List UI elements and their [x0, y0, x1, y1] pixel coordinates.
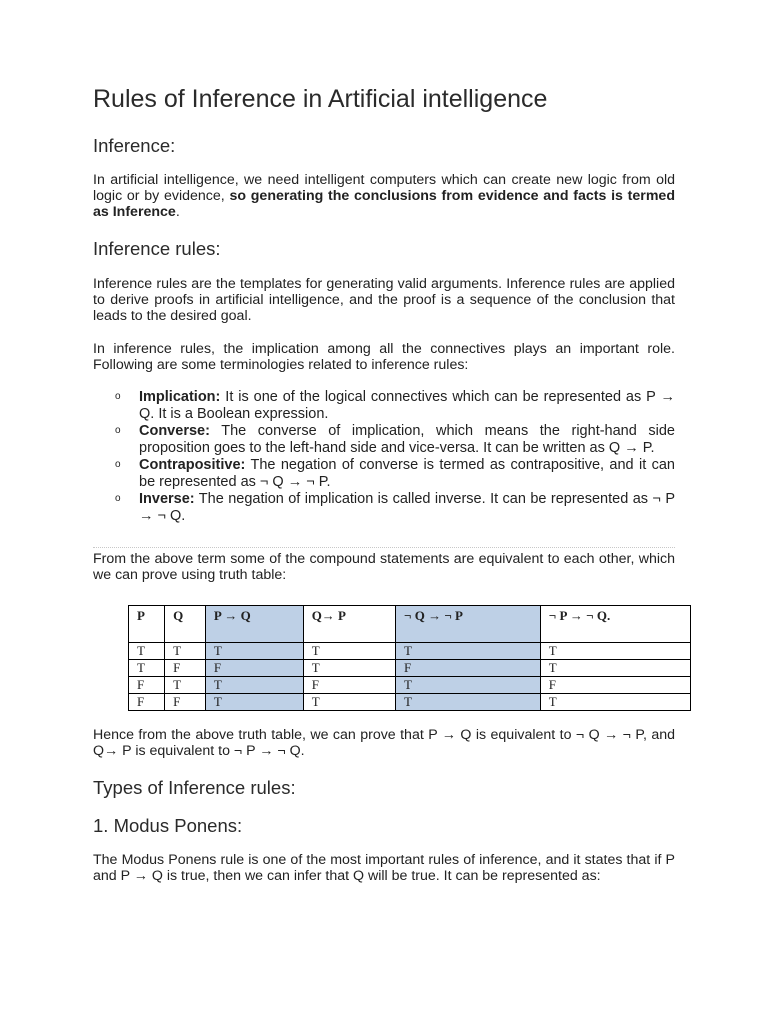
table-row — [129, 643, 691, 660]
truth-table — [128, 605, 691, 711]
terminology-list — [93, 389, 675, 525]
table-row — [129, 694, 691, 711]
list-item: o Implication: It is one of the logical connectives which can be represented as P → Q. It is a Boolean expression. — [115, 389, 675, 422]
bullet-marker: o — [115, 391, 121, 402]
table-cell: F — [129, 677, 165, 694]
table-cell: F — [129, 694, 165, 711]
table-cell: F — [165, 694, 206, 711]
table-cell: T — [205, 694, 303, 711]
table-row — [129, 660, 691, 677]
bullet-marker: o — [115, 493, 121, 504]
table-header: ¬ P → ¬ Q. — [540, 606, 690, 643]
table-cell: F — [396, 660, 541, 677]
table-cell: T — [303, 694, 395, 711]
table-cell: T — [165, 677, 206, 694]
table-header: Q→ P — [303, 606, 395, 643]
table-header: P — [129, 606, 165, 643]
table-intro-paragraph: From the above term some of the compound statements are equivalent to each other, which we can prove using truth table: — [93, 551, 675, 583]
list-item: o Contrapositive: The negation of converse is termed as contrapositive, and it can be represented as ¬ Q → ¬ P. — [115, 457, 675, 490]
table-cell: T — [396, 694, 541, 711]
table-cell: T — [396, 643, 541, 660]
inference-rules-paragraph-2: In inference rules, the implication among all the connectives plays an important role. Following are some terminologies related to inference rules: — [93, 341, 675, 373]
table-cell: F — [303, 677, 395, 694]
table-cell: T — [540, 660, 690, 677]
modus-ponens-paragraph: The Modus Ponens rule is one of the most important rules of inference, and it states that if P and P → Q is true, then we can infer that Q will be true. It can be represented as: — [93, 852, 675, 884]
inference-paragraph: In artificial intelligence, we need intelligent computers which can create new logic from old logic or by evidence, so generating the conclusions from evidence and facts is termed as Inference. — [93, 172, 675, 220]
table-cell: T — [129, 660, 165, 677]
table-cell: F — [205, 660, 303, 677]
divider — [93, 547, 675, 548]
table-cell: T — [205, 643, 303, 660]
list-item: o Converse: The converse of implication, which means the right-hand side proposition goes to the left-hand side and vice-versa. It can be written as Q → P. — [115, 423, 675, 456]
table-cell: T — [129, 643, 165, 660]
list-item: o Inverse: The negation of implication is called inverse. It can be represented as ¬ P → ¬ Q. — [115, 491, 675, 524]
table-cell: T — [396, 677, 541, 694]
table-header-row — [129, 606, 691, 643]
table-cell: T — [303, 643, 395, 660]
table-header: Q — [165, 606, 206, 643]
table-cell: T — [165, 643, 206, 660]
bullet-marker: o — [115, 459, 121, 470]
inference-heading: Inference: — [93, 135, 176, 156]
table-cell: T — [540, 694, 690, 711]
inference-rules-heading: Inference rules: — [93, 238, 221, 259]
page-title: Rules of Inference in Artificial intelligence — [93, 85, 548, 113]
table-header: P → Q — [205, 606, 303, 643]
table-header: ¬ Q → ¬ P — [396, 606, 541, 643]
table-conclusion-paragraph: Hence from the above truth table, we can prove that P → Q is equivalent to ¬ Q → ¬ P, and Q→ P is equivalent to ¬ P → ¬ Q. — [93, 727, 675, 759]
table-row — [129, 677, 691, 694]
modus-ponens-heading: 1. Modus Ponens: — [93, 815, 243, 836]
table-cell: T — [303, 660, 395, 677]
table-cell: F — [165, 660, 206, 677]
bullet-marker: o — [115, 425, 121, 436]
inference-rules-paragraph-1: Inference rules are the templates for generating valid arguments. Inference rules are applied to derive proofs in artificial intelligence, and the proof is a sequence of the conclusion that leads to the desired goal. — [93, 276, 675, 324]
table-cell: F — [540, 677, 690, 694]
table-cell: T — [540, 643, 690, 660]
types-heading: Types of Inference rules: — [93, 777, 296, 798]
table-cell: T — [205, 677, 303, 694]
